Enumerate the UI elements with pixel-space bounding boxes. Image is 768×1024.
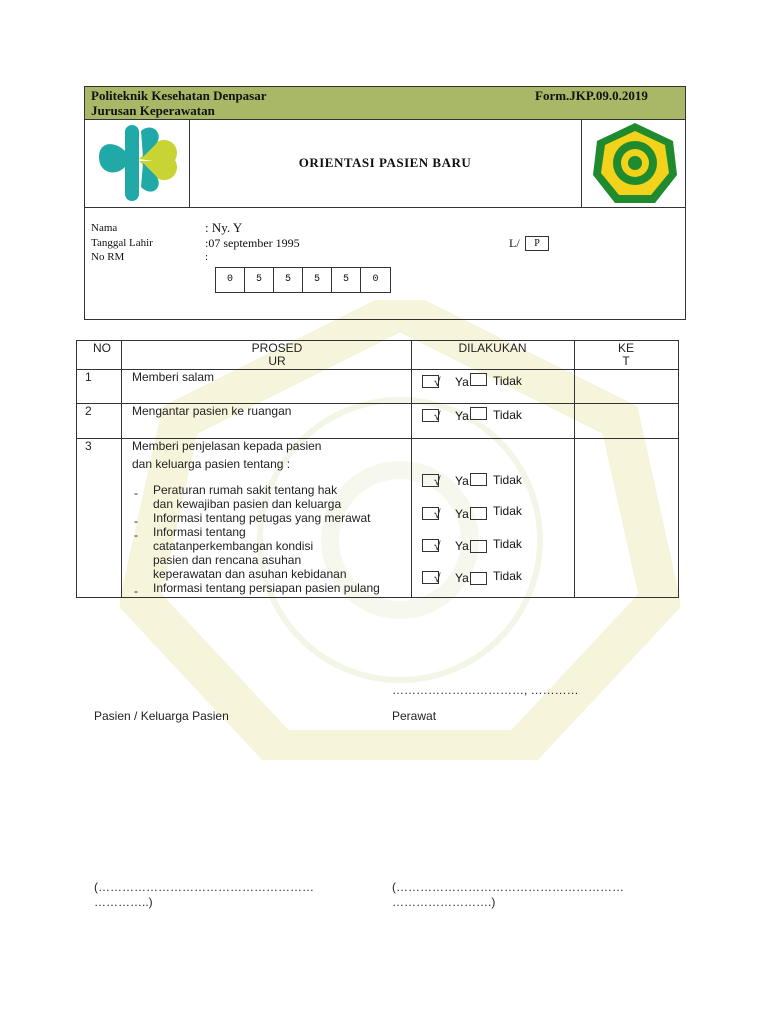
bullet: - (134, 486, 138, 500)
row1-text: Memberi salam (132, 370, 215, 384)
form-code: Form.JKP.09.0.2019 (535, 88, 648, 103)
no-checkbox[interactable] (470, 407, 487, 420)
header-band (85, 87, 685, 120)
patient-family-label: Pasien / Keluarga Pasien (94, 709, 229, 723)
nurse-label: Perawat (392, 709, 437, 723)
no-checkbox[interactable] (470, 507, 487, 520)
kemenkes-logo (93, 121, 183, 205)
rm-label: No RM (91, 251, 125, 263)
row1-no: 1 (85, 370, 92, 384)
dob-label: Tanggal Lahir (91, 237, 153, 249)
no-checkbox[interactable] (470, 373, 487, 386)
item3-line4: keperawatan dan asuhan kebidanan (153, 567, 347, 581)
no-label: Tidak (493, 537, 522, 551)
bullet: - (134, 528, 138, 542)
rm-digit: 5 (274, 268, 303, 292)
yes-label: Ya (455, 539, 469, 553)
item1-line1: Peraturan rumah sakit tentang hak (153, 483, 338, 497)
check-mark: √ (434, 375, 441, 389)
dob-value: :07 september 1995 (205, 236, 300, 250)
check-mark: √ (434, 474, 441, 488)
form-title: ORIENTASI PASIEN BARU (298, 155, 472, 170)
institution-name: Politeknik Kesehatan Denpasar (91, 88, 267, 103)
name-value: : Ny. Y (205, 220, 243, 235)
item3-line2: catatanperkembangan kondisi (153, 539, 314, 553)
rm-colon: : (205, 251, 209, 263)
patient-signature-line-2: …………..) (94, 895, 153, 909)
item3-line1: Informasi tentang (153, 525, 246, 539)
patient-signature-line-1: (……………………………………………… (94, 880, 314, 894)
check-mark: √ (434, 571, 441, 585)
yes-label: Ya (455, 409, 469, 423)
header-no: NO (93, 341, 111, 355)
rm-digit: 5 (332, 268, 361, 292)
bullet: - (134, 514, 138, 528)
no-checkbox[interactable] (470, 473, 487, 486)
yes-label: Ya (455, 375, 469, 389)
rm-digit: 5 (303, 268, 332, 292)
rm-digit: 0 (372, 274, 379, 285)
row3-no: 3 (85, 439, 92, 453)
header-note-2: T (622, 354, 630, 368)
row3-intro-2: dan keluarga pasien tentang : (132, 457, 291, 471)
yes-label: Ya (455, 507, 469, 521)
header-procedure-2: UR (268, 354, 286, 368)
header-note-1: KE (617, 341, 634, 355)
name-label: Nama (91, 222, 118, 234)
no-label: Tidak (493, 374, 522, 388)
no-label: Tidak (493, 473, 522, 487)
yes-label: Ya (455, 571, 469, 585)
gender-value: P (525, 236, 549, 251)
rm-digit: 5 (245, 268, 274, 292)
row2-no: 2 (85, 404, 92, 418)
rm-number-boxes (215, 267, 391, 293)
check-mark: √ (434, 507, 441, 521)
no-label: Tidak (493, 569, 522, 583)
row3-intro-1: Memberi penjelasan kepada pasien (132, 439, 322, 453)
check-mark: √ (434, 409, 441, 423)
gender-label: L/ (509, 236, 520, 250)
no-checkbox[interactable] (470, 540, 487, 553)
no-label: Tidak (493, 504, 522, 518)
check-mark: √ (434, 539, 441, 553)
item2-line1: Informasi tentang petugas yang merawat (153, 511, 371, 525)
item1-line2: dan kewajiban pasien dan keluarga (153, 497, 342, 511)
nurse-signature-line-2: …………………….) (392, 895, 496, 909)
item3-line3: pasien dan rencana asuhan (153, 553, 302, 567)
no-checkbox[interactable] (470, 572, 487, 585)
rm-digit: 0 (216, 268, 245, 292)
row2-text: Mengantar pasien ke ruangan (132, 404, 292, 418)
department-name: Jurusan Keperawatan (91, 103, 215, 118)
poltekkes-emblem (591, 121, 679, 205)
date-line: ……………………………, ………… (392, 683, 579, 697)
header-done: DILAKUKAN (458, 341, 527, 355)
bullet: - (134, 584, 138, 598)
item4-line1: Informasi tentang persiapan pasien pulang (153, 581, 380, 595)
header-procedure-1: PROSED (251, 341, 303, 355)
nurse-signature-line-1: (………………………………………………… (392, 880, 624, 894)
yes-label: Ya (455, 474, 469, 488)
form-header (84, 86, 686, 320)
procedure-table (76, 340, 679, 598)
title-row (85, 119, 685, 208)
no-label: Tidak (493, 408, 522, 422)
